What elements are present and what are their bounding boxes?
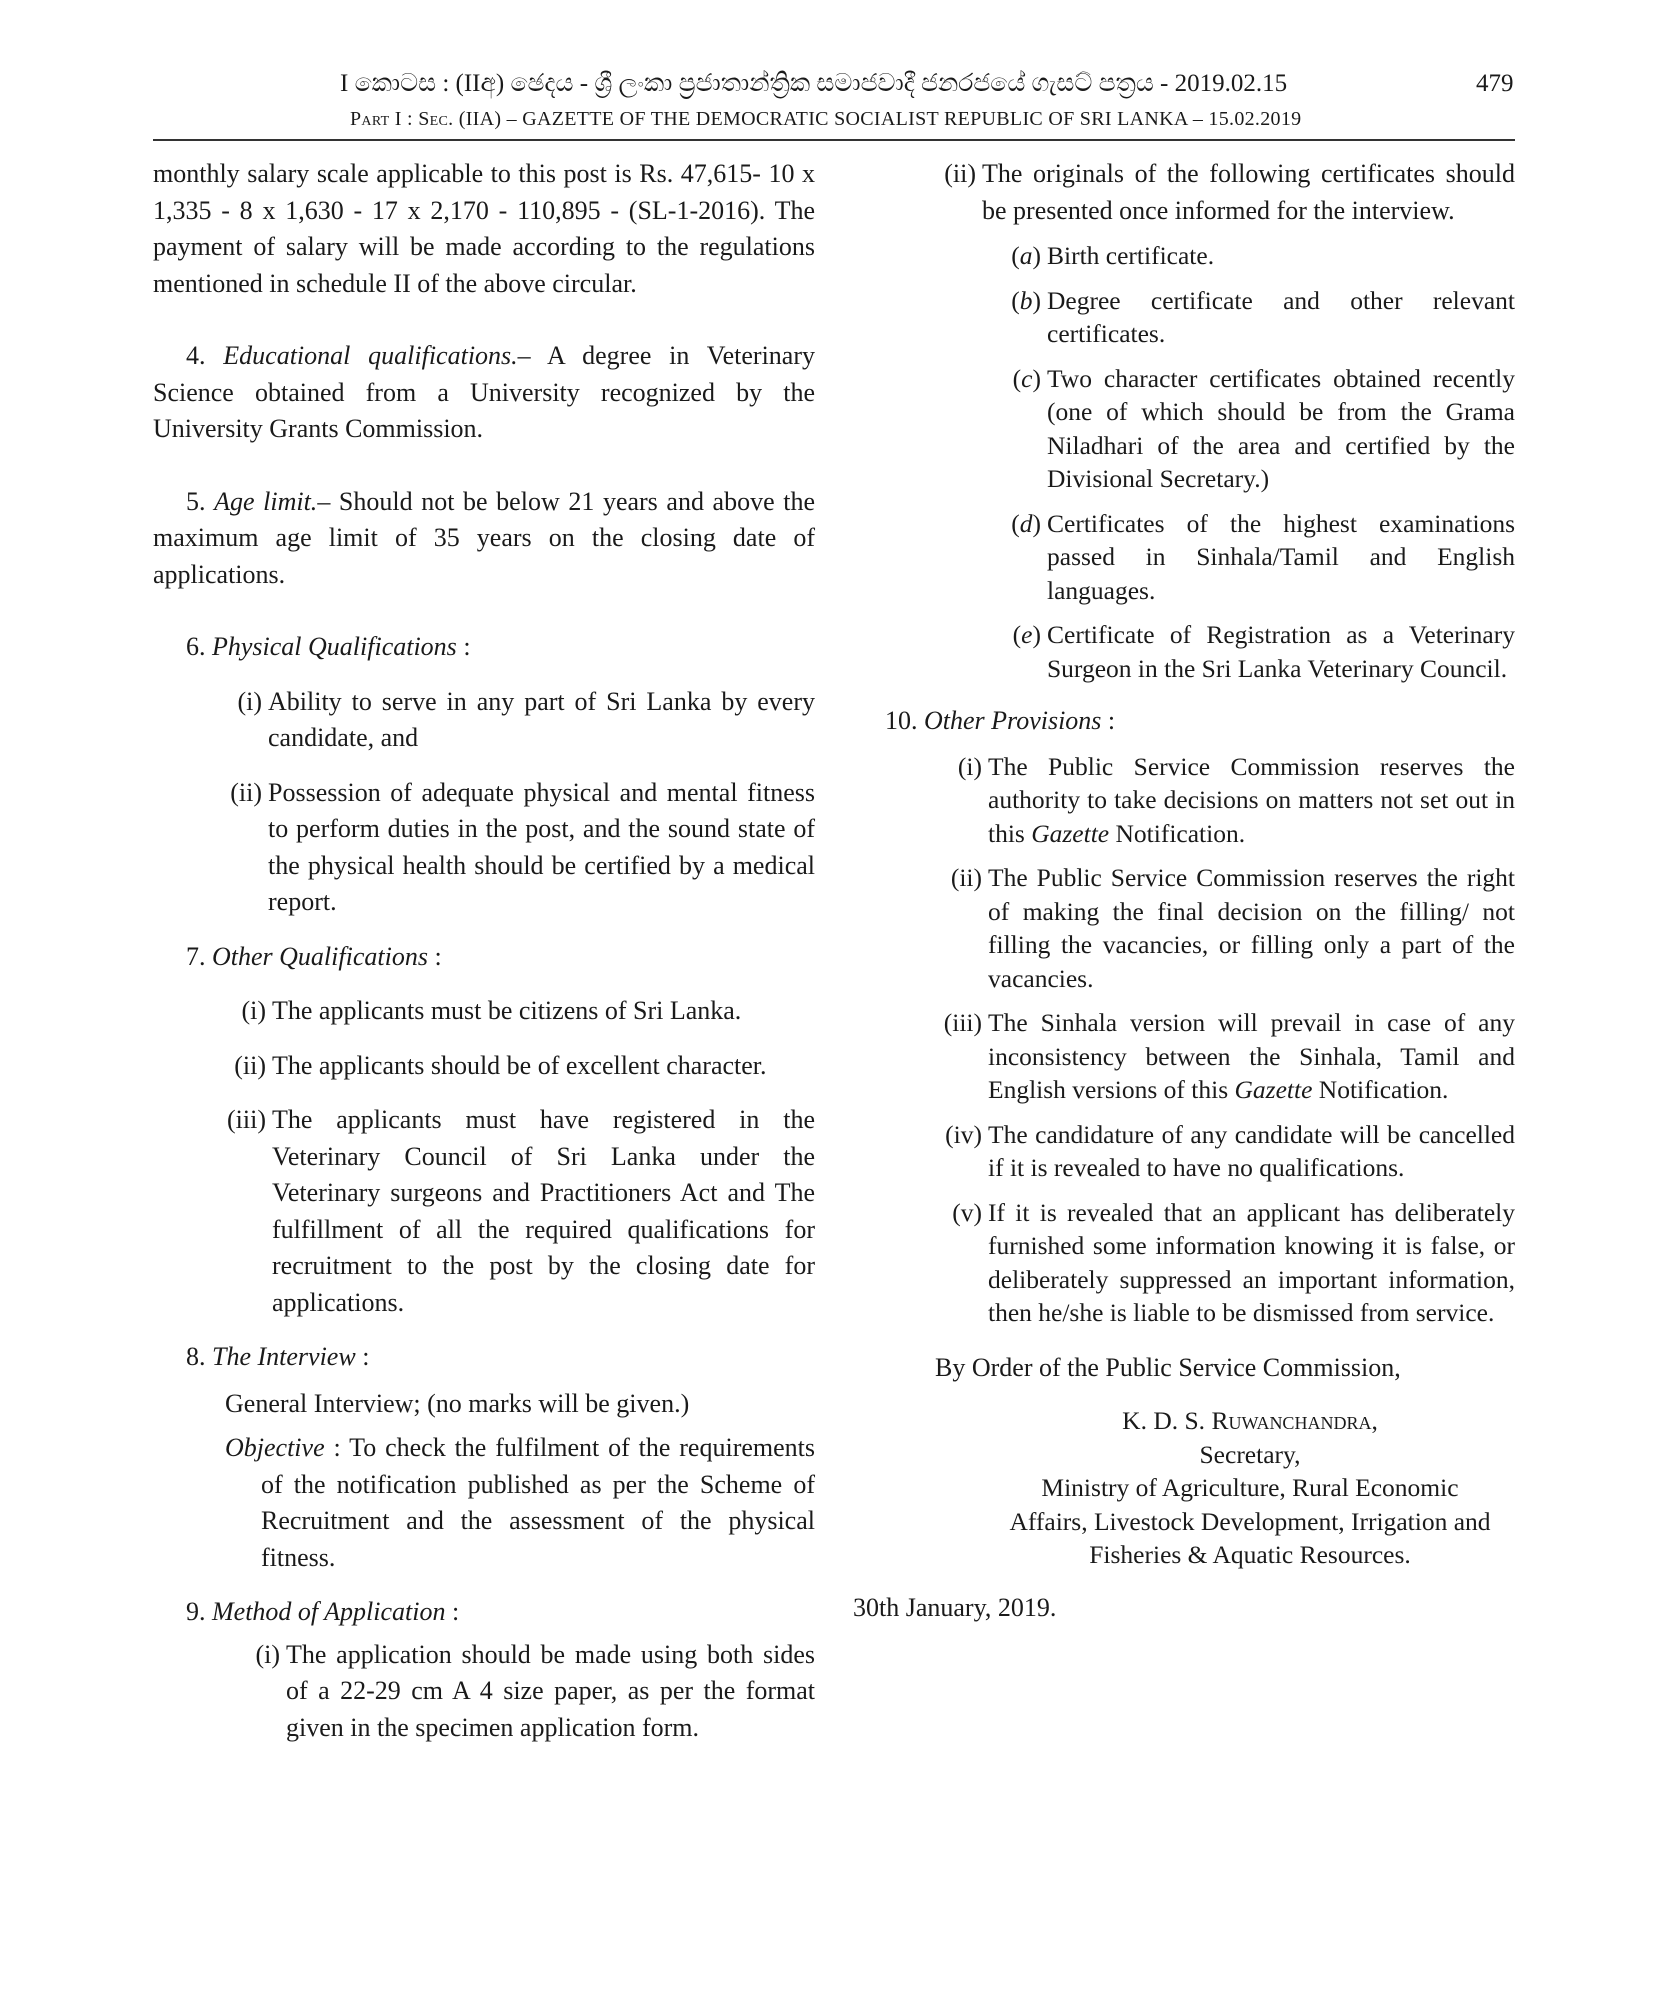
item-text: Two character certificates obtained recently (one of which should be from the Grama Niladhari of the area and certified by the Divisional Secretary.) (1047, 363, 1515, 493)
colon: : (1101, 706, 1116, 735)
item-label: (i) (237, 686, 262, 716)
by-order-line: By Order of the Public Service Commission, (935, 1352, 1401, 1382)
provision-iv (938, 1118, 1515, 1185)
item-text: The Public Service Commission reserves the right of making the final decision on the filling/ not filling the vacancies, or filling only a part of the vacancies. (988, 863, 1515, 993)
section-title: The Interview (212, 1342, 356, 1371)
section-number: 8. (186, 1342, 206, 1371)
section-7-item-iii (218, 1102, 815, 1321)
item-label: (a) (1011, 241, 1041, 270)
section-title: Age limit. (214, 486, 318, 516)
item-label: (iv) (945, 1119, 982, 1149)
item-label: (ii) (230, 777, 262, 807)
signatory-ministry-line-2: Affairs, Livestock Development, Irrigation and (1009, 1506, 1491, 1536)
item-text: The Public Service Commission reserves the authority to take decisions on matters not set out in this Gazette Notification. (988, 751, 1515, 848)
section-6-item-ii (218, 775, 815, 921)
item-text: If it is revealed that an applicant has deliberately furnished some information knowing it is false, or deliberately suppressed an important information, then he/she is liable to be dismissed from service. (988, 1197, 1515, 1327)
colon: : (456, 632, 471, 661)
signatory-title: Secretary, (1199, 1439, 1301, 1469)
section-title: Other Provisions (924, 706, 1102, 735)
item-text: Birth certificate. (1047, 241, 1215, 270)
section-10-heading (885, 703, 1515, 740)
certificate-b (1005, 284, 1515, 351)
item-text: The applicants must be citizens of Sri Lanka. (272, 996, 742, 1025)
header-english (350, 108, 1410, 131)
section-title: Other Qualifications (212, 941, 428, 971)
colon: : (427, 941, 442, 971)
objective-text: : To check the fulfilment of the requirements of the notification published as per the Scheme of Recruitment and the assessment of the physical fitness. (261, 1433, 815, 1572)
signatory-ministry-line-3: Fisheries & Aquatic Resources. (1089, 1540, 1411, 1569)
section-title: Physical Qualifications (212, 632, 457, 661)
item-text: The application should be made using both sides of a 22-29 cm A 4 size paper, as per the format given in the specimen application form. (286, 1639, 815, 1742)
provision-ii (938, 861, 1515, 995)
signatory-name: K. D. S. Ruwanchandra, (1122, 1406, 1378, 1435)
interview-objective (153, 1430, 815, 1576)
section-number: 6. (186, 632, 206, 661)
certificate-c (1005, 362, 1515, 496)
item-label: (iii) (227, 1105, 266, 1134)
section-9-item-i (236, 1637, 815, 1747)
section-title: Educational qualifications. (223, 341, 518, 370)
section-number: 10. (885, 706, 918, 735)
section-8-heading (153, 1339, 815, 1376)
section-5-age-limit (153, 484, 815, 594)
item-text: The Sinhala version will prevail in case of any inconsistency between the Sinhala, Tamil and English versions of this Gazette Notification. (988, 1008, 1515, 1104)
header-rule (153, 139, 1515, 141)
header-rest: (IIA) – GAZETTE OF THE DEMOCRATIC SOCIALIST REPUBLIC OF SRI LANKA – 15.02.2019 (458, 108, 1302, 130)
item-label: (c) (1012, 363, 1041, 393)
section-6-heading (153, 629, 815, 666)
signatory-ministry-line-1: Ministry of Agriculture, Rural Economic (1041, 1473, 1459, 1502)
item-label: (ii) (234, 1050, 266, 1080)
section-4-educational-qualifications (153, 338, 815, 448)
item-label: (i) (255, 1639, 280, 1669)
item-text: The candidature of any candidate will be cancelled if it is revealed to have no qualifications. (988, 1119, 1515, 1182)
item-label: (d) (1011, 508, 1041, 538)
item-text: The applicants should be of excellent character. (272, 1050, 767, 1080)
objective-label: Objective (225, 1433, 325, 1462)
salary-paragraph: monthly salary scale applicable to this post is Rs. 47,615- 10 x 1,335 - 8 x 1,630 - 17 x 2,170 - 110,895 - (SL-1-2016). The payment of salary will be made according to the regulations mentioned in schedule II of the above circular. (153, 159, 815, 298)
section-text: – A degree in Veterinary Science obtained from a University recognized by the University Grants Commission. (153, 341, 815, 443)
page-number: 479 (1476, 70, 1514, 97)
section-number: 4. (186, 341, 206, 370)
colon: : (355, 1342, 370, 1371)
item-label: (ii) (950, 863, 982, 892)
header-sinhala: I කොටස : (IIඅ) ඡෙදය - ශ්‍රී ලංකා ප්‍රජාතාන්ත්‍රික සමාජවාදී ජනරජයේ ගැසට් පත්‍රය - 2019.02.15 (340, 70, 1288, 97)
item-text: The applicants must have registered in the Veterinary Council of Sri Lanka under the Veterinary surgeons and Practitioners Act and The fulfillment of all the required qualifications for recruitment to the post by the closing date for applications. (272, 1105, 815, 1317)
section-7-heading (153, 939, 815, 976)
item-label: (b) (1011, 285, 1041, 315)
provision-iii (938, 1006, 1515, 1107)
provision-i (938, 750, 1515, 851)
section-7-item-ii (218, 1048, 815, 1085)
item-text: The originals of the following certificates should be presented once informed for the interview. (982, 159, 1515, 225)
item-text: Certificates of the highest examinations passed in Sinhala/Tamil and English languages. (1047, 508, 1515, 605)
section-9-item-ii (932, 156, 1515, 229)
certificate-d (1005, 507, 1515, 608)
section-title: Method of Application (212, 1597, 446, 1626)
item-label: (ii) (944, 159, 976, 188)
certificate-a (1005, 239, 1515, 273)
item-text: Degree certificate and other relevant certificates. (1047, 285, 1515, 348)
header-sec: Sec. (418, 108, 454, 130)
section-9-heading (153, 1594, 815, 1631)
section-text: – Should not be below 21 years and above the maximum age limit of 35 years on the closing date of applications. (153, 486, 815, 589)
item-text: Possession of adequate physical and mental fitness to perform duties in the post, and the sound state of the physical health should be certified by a medical report. (268, 777, 815, 916)
header-part: Part I : (350, 108, 413, 130)
provision-v (938, 1196, 1515, 1330)
item-label: (e) (1012, 620, 1041, 649)
right-column (853, 156, 1515, 1626)
section-6-item-i (218, 684, 815, 757)
item-text: Ability to serve in any part of Sri Lanka by every candidate, and (268, 686, 815, 752)
section-number: 7. (186, 941, 206, 971)
section-number: 9. (186, 1597, 206, 1626)
date-line: 30th January, 2019. (853, 1592, 1057, 1622)
section-number: 5. (186, 486, 206, 516)
item-label: (i) (957, 751, 982, 781)
interview-general: General Interview; (no marks will be given.) (225, 1388, 690, 1418)
certificate-e (1005, 618, 1515, 685)
item-label: (i) (241, 996, 266, 1025)
signature-block (985, 1404, 1515, 1572)
left-column (153, 156, 815, 1746)
item-label: (v) (952, 1197, 982, 1227)
colon: : (445, 1597, 460, 1626)
item-text: Certificate of Registration as a Veterinary Surgeon in the Sri Lanka Veterinary Council. (1047, 620, 1515, 683)
section-7-item-i (218, 993, 815, 1030)
item-label: (iii) (943, 1008, 982, 1037)
